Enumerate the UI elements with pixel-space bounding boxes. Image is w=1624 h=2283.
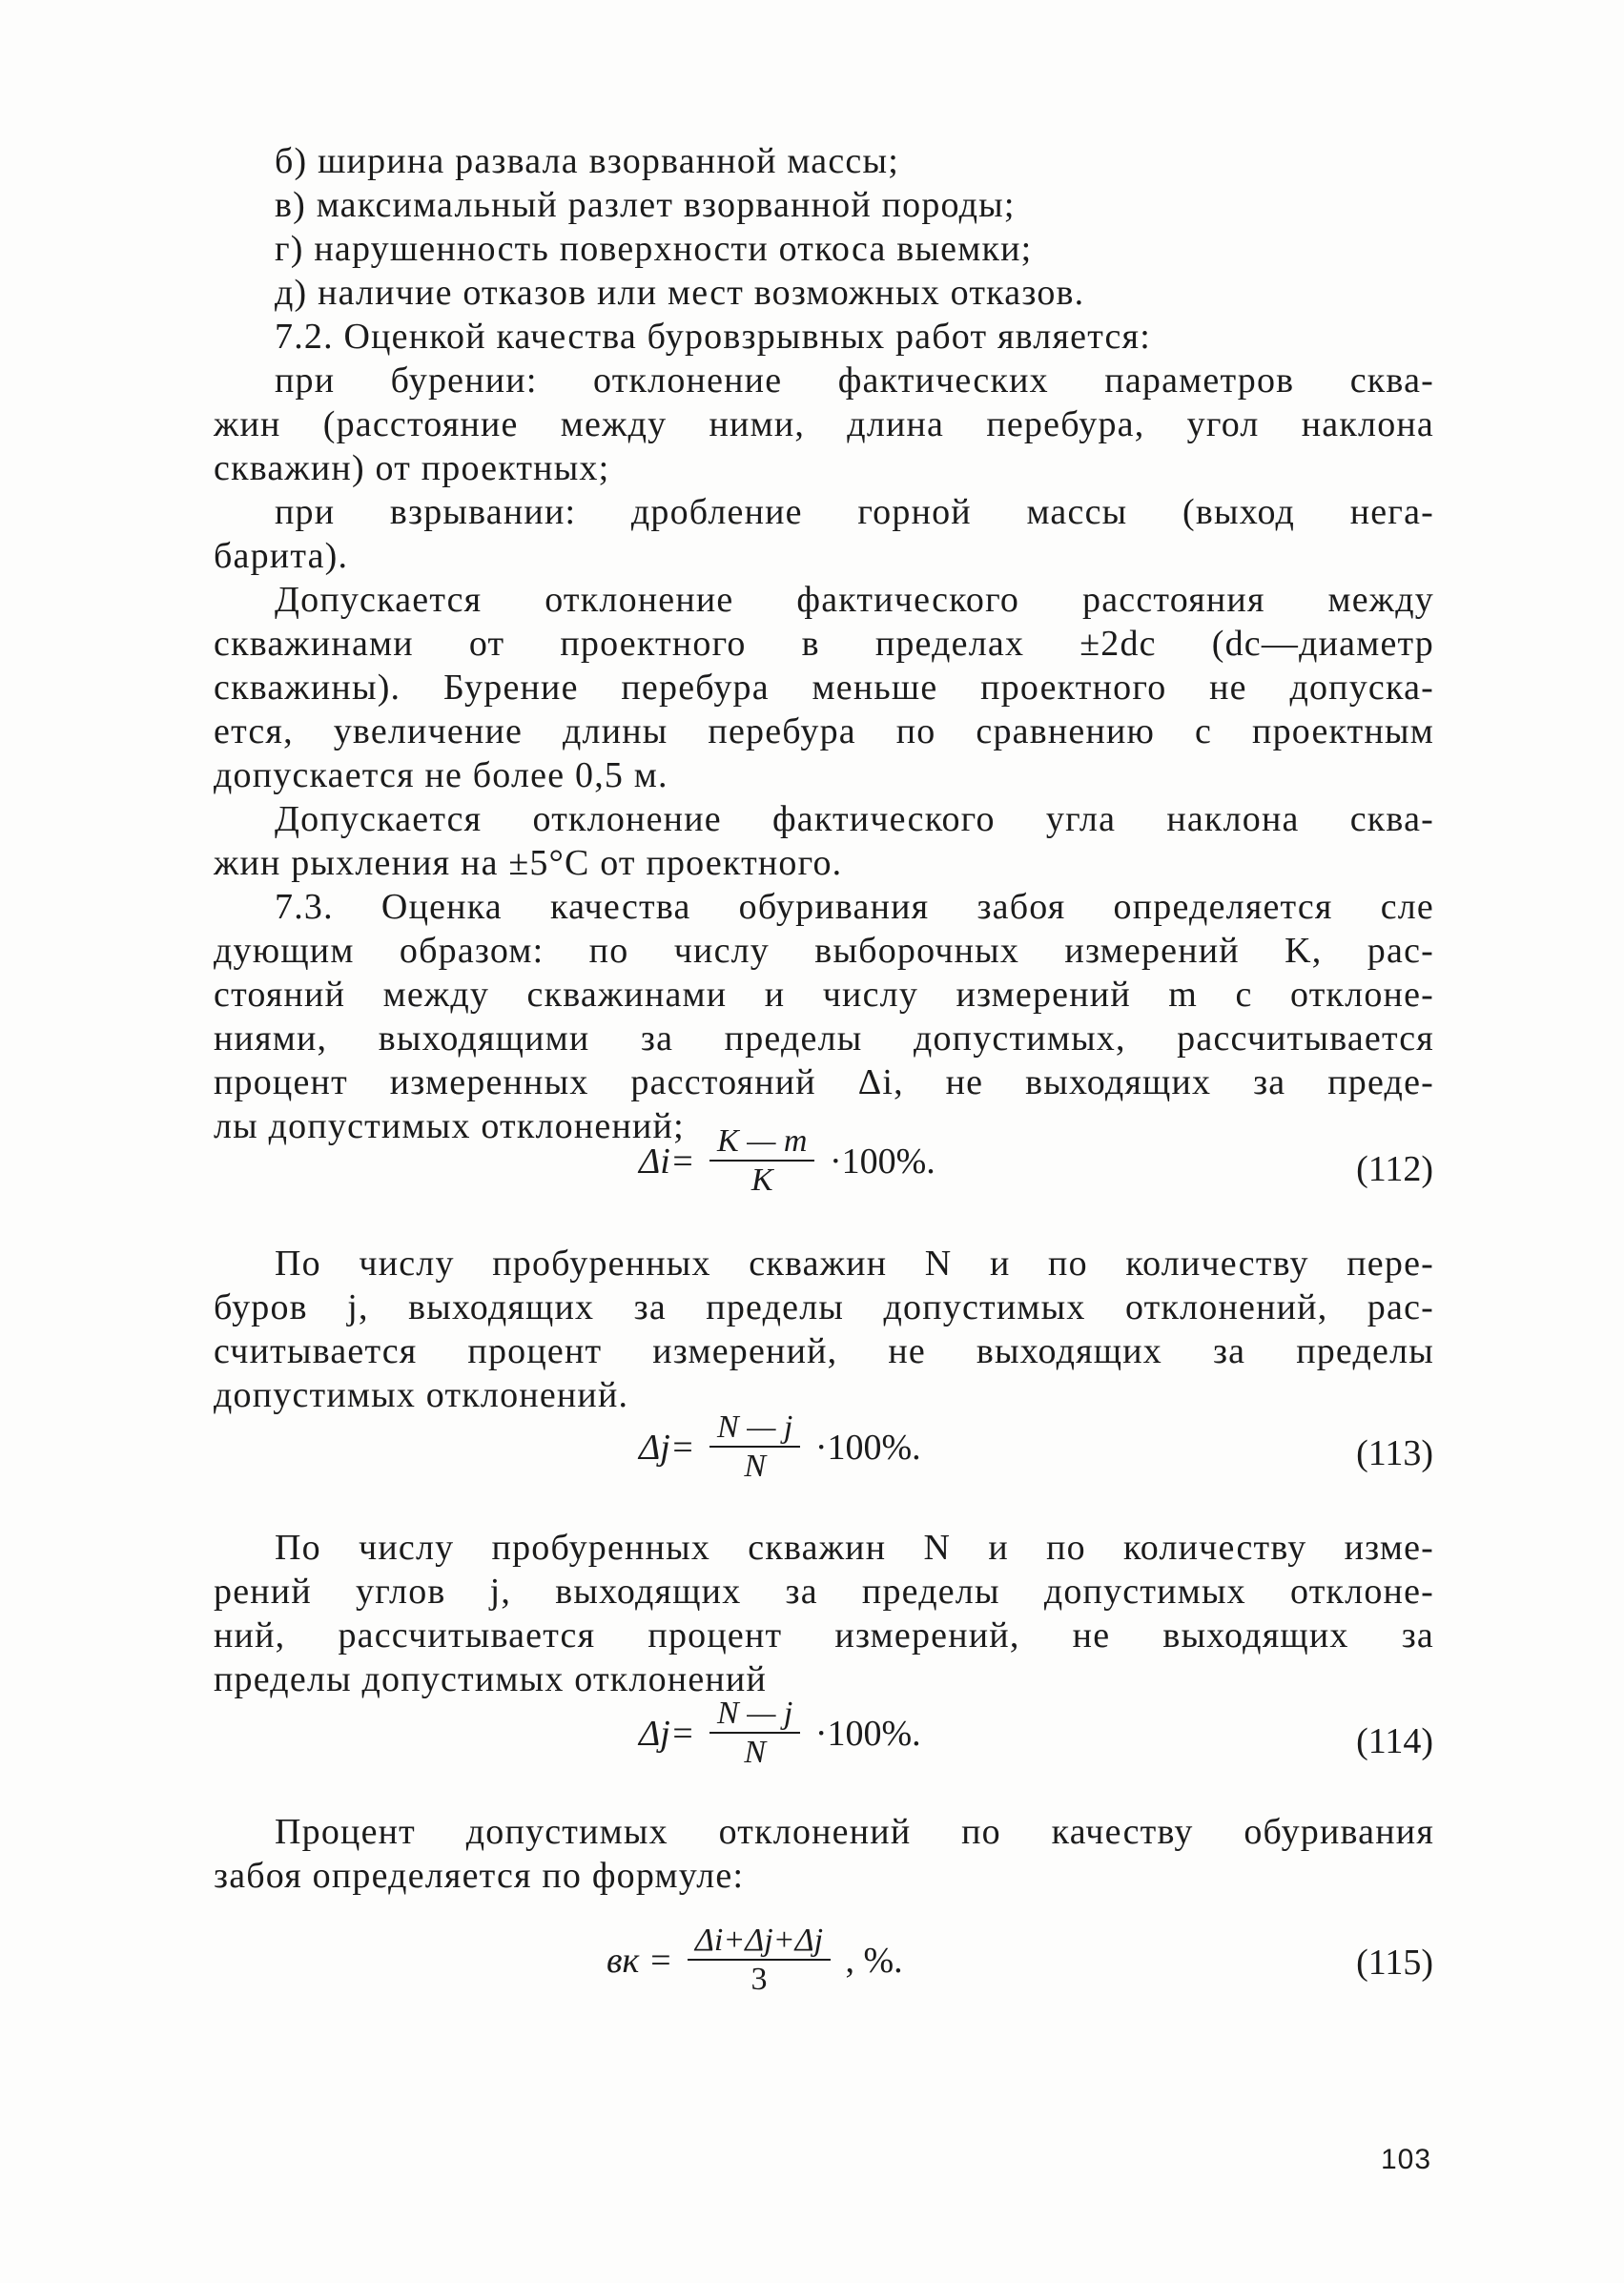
text-line: жин (расстояние между ними, длина перебура, угол наклона	[214, 404, 1434, 444]
text-line: Процент допустимых отклонений по качеству обуривания	[275, 1812, 1434, 1852]
text-line: жин рыхления на ±5°С от проектного.	[214, 843, 843, 883]
page-number: 103	[1381, 2144, 1432, 2175]
fraction-denominator: K	[750, 1162, 773, 1198]
text-line: г) нарушенность поверхности откоса выемки;	[275, 229, 1033, 269]
text-line: процент измеренных расстояний Δi, не выходящих за преде-	[214, 1062, 1434, 1102]
fraction-numerator: N — j	[717, 1409, 793, 1445]
fraction-numerator: N — j	[717, 1696, 793, 1731]
text-line: допускается не более 0,5 м.	[214, 755, 668, 795]
formula-113	[639, 1409, 921, 1486]
formula-rhs: ·100%.	[814, 1428, 921, 1468]
fraction-numerator: Δi+Δj+Δj	[694, 1923, 824, 1958]
fraction-denominator: 3	[750, 1962, 768, 1997]
equation-number-112: (112)	[1356, 1149, 1433, 1189]
equation-number-114: (114)	[1356, 1721, 1433, 1761]
text-line: лы допустимых отклонений;	[214, 1106, 685, 1146]
fraction-denominator: N	[744, 1735, 767, 1770]
fraction	[709, 1123, 814, 1200]
fraction	[709, 1696, 800, 1772]
text-line: в) максимальный разлет взорванной породы;	[275, 185, 1016, 225]
paragraph-block-d	[214, 1810, 1434, 1898]
formula-lhs: Δj=	[639, 1428, 695, 1468]
paragraph-block-a	[214, 139, 1434, 1148]
text-line: скважинами от проектного в пределах ±2dс (dс—диаметр	[214, 624, 1434, 664]
text-line: Допускается отклонение фактического расстояния между	[275, 580, 1434, 620]
fraction-denominator: N	[744, 1449, 767, 1484]
text-line: По числу пробуренных скважин N и по количеству пере-	[275, 1244, 1434, 1284]
formula-rhs: ·100%.	[829, 1142, 935, 1182]
text-line: скважины). Бурение перебура меньше проектного не допуска-	[214, 668, 1434, 708]
text-line: рений углов j, выходящих за пределы допустимых отклоне-	[214, 1572, 1434, 1612]
text-line: стояний между скважинами и числу измерений m с отклоне-	[214, 975, 1434, 1015]
text-line: б) ширина развала взорванной массы;	[275, 141, 899, 181]
text-line: ниями, выходящими за пределы допустимых, рассчитывается	[214, 1018, 1434, 1059]
paragraph-block-c	[214, 1526, 1434, 1701]
fraction-numerator: K — m	[717, 1123, 808, 1159]
paragraph-block-b	[214, 1242, 1434, 1417]
formula-rhs: , %.	[845, 1941, 903, 1981]
formula-rhs: ·100%.	[814, 1714, 921, 1754]
text-line: барита).	[214, 536, 349, 576]
formula-lhs: Δj=	[639, 1714, 695, 1754]
equation-number-115: (115)	[1356, 1943, 1433, 1983]
text-line: при бурении: отклонение фактических параметров сква-	[275, 360, 1434, 401]
text-line: 7.2. Оценкой качества буровзрывных работ является:	[275, 317, 1151, 357]
text-line: забоя определяется по формуле:	[214, 1856, 745, 1896]
text-line: допустимых отклонений.	[214, 1375, 629, 1415]
text-line: ется, увеличение длины перебура по сравнению с проектным	[214, 711, 1434, 751]
formula-112	[639, 1123, 935, 1200]
formula-114	[639, 1696, 921, 1772]
equation-number-113: (113)	[1356, 1433, 1433, 1473]
text-line: д) наличие отказов или мест возможных отказов.	[275, 273, 1085, 313]
formula-115	[606, 1923, 903, 1999]
text-line: при взрывании: дробление горной массы (выход нега-	[275, 492, 1434, 532]
fraction	[709, 1409, 800, 1486]
text-line: дующим образом: по числу выборочных измерений K, рас-	[214, 931, 1434, 971]
text-line: буров j, выходящих за пределы допустимых отклонений, рас-	[214, 1287, 1434, 1327]
text-line: По числу пробуренных скважин N и по количеству изме-	[275, 1528, 1434, 1568]
text-line: 7.3. Оценка качества обуривания забоя определяется сле	[275, 887, 1434, 927]
text-line: скважин) от проектных;	[214, 448, 610, 488]
formula-lhs: Δi=	[639, 1142, 695, 1182]
formula-lhs: вк =	[606, 1941, 673, 1981]
text-line: Допускается отклонение фактического угла наклона сква-	[275, 799, 1434, 839]
fraction	[688, 1923, 831, 1999]
text-line: считывается процент измерений, не выходящих за пределы	[214, 1331, 1434, 1371]
text-line: пределы допустимых отклонений	[214, 1659, 767, 1699]
text-line: ний, рассчитывается процент измерений, не выходящих за	[214, 1615, 1434, 1656]
